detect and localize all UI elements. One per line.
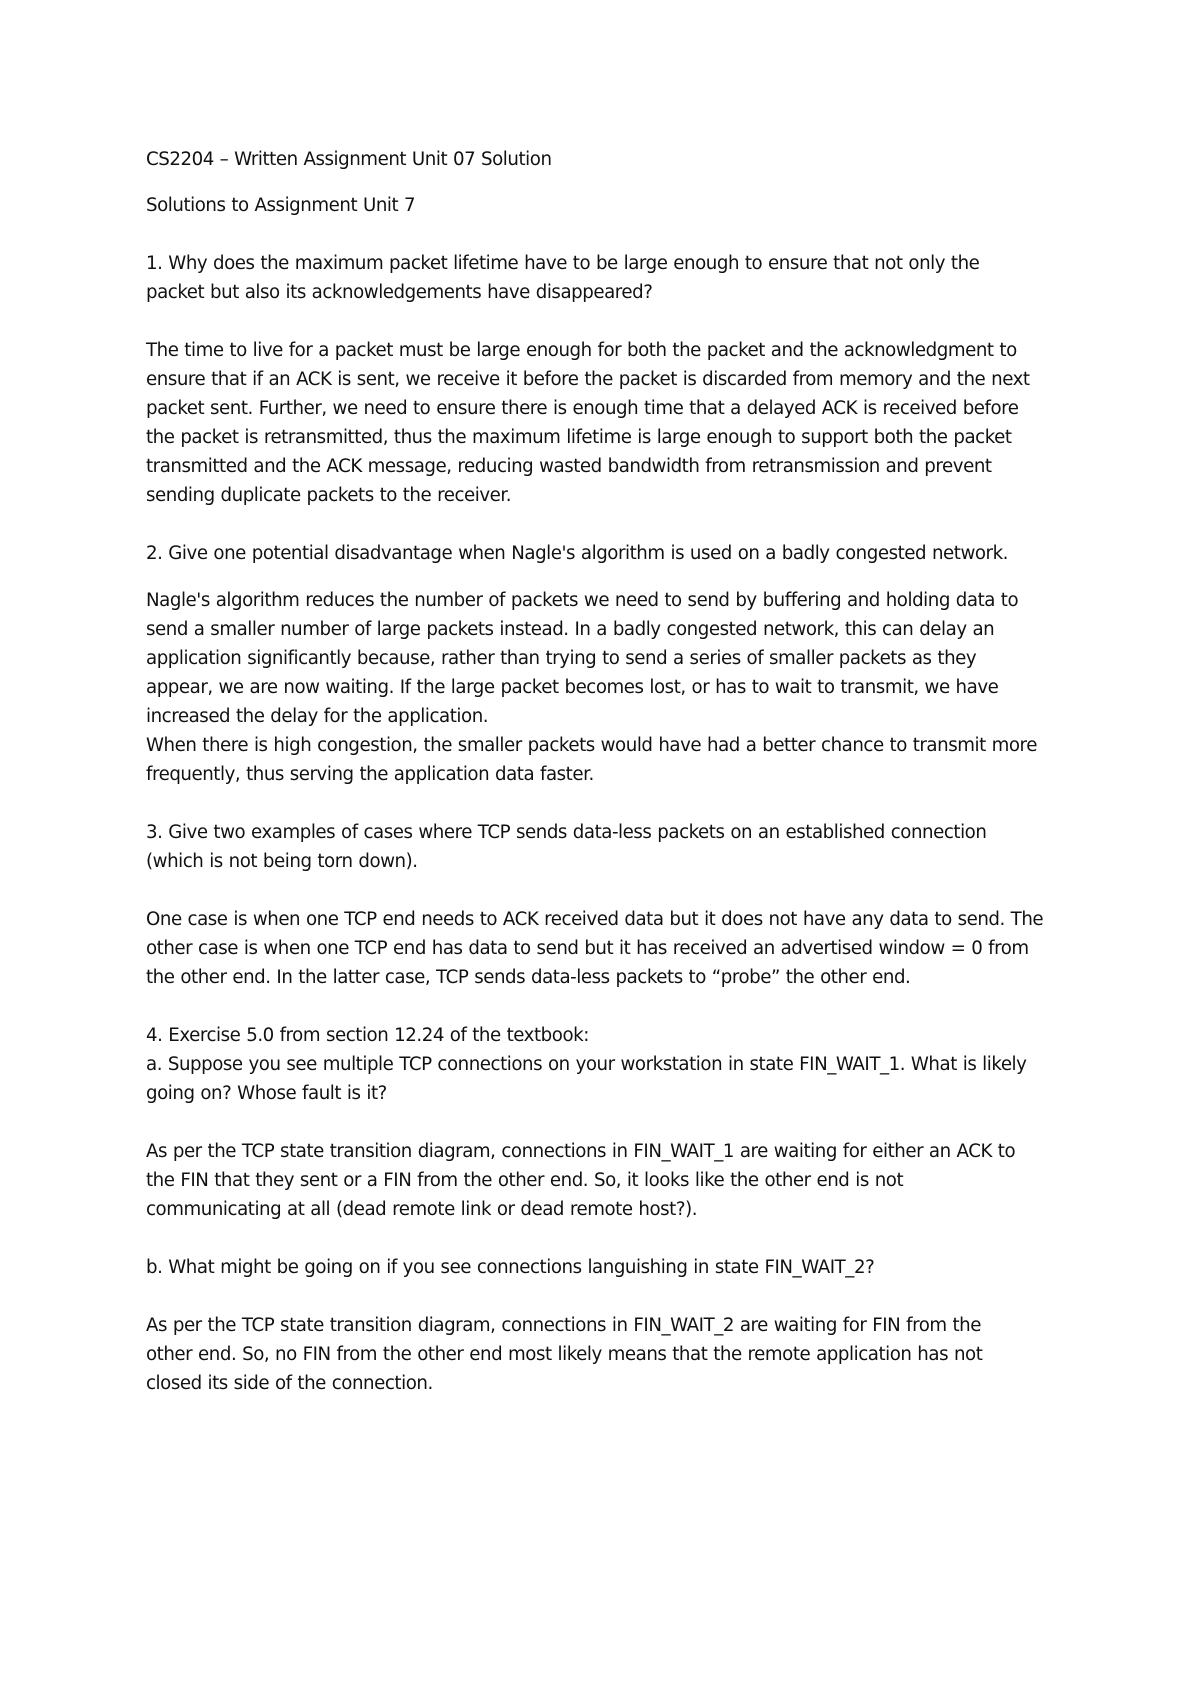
q2-answer-line-3: application significantly because, rather than trying to send a series of smaller packets as they bbox=[146, 648, 977, 669]
q2-answer-line-1: Nagle's algorithm reduces the number of packets we need to send by buffering and holding data to bbox=[146, 590, 1019, 611]
document-title: CS2204 – Written Assignment Unit 07 Solution bbox=[146, 149, 552, 170]
q4-heading: 4. Exercise 5.0 from section 12.24 of the textbook: bbox=[146, 1025, 589, 1046]
q1-question-line-2: packet but also its acknowledgements have disappeared? bbox=[146, 282, 653, 303]
q1-answer-line-6: sending duplicate packets to the receiver. bbox=[146, 485, 512, 506]
q2-answer-line-4: appear, we are now waiting. If the large packet becomes lost, or has to wait to transmit, we have bbox=[146, 677, 999, 698]
document-subtitle: Solutions to Assignment Unit 7 bbox=[146, 195, 416, 216]
q4b-answer-line-3: closed its side of the connection. bbox=[146, 1373, 433, 1394]
q3-answer-line-1: One case is when one TCP end needs to ACK received data but it does not have any data to send. The bbox=[146, 909, 1044, 930]
q4b-answer-line-1: As per the TCP state transition diagram, connections in FIN_WAIT_2 are waiting for FIN from the bbox=[146, 1315, 981, 1336]
q1-question-line-1: 1. Why does the maximum packet lifetime have to be large enough to ensure that not only the bbox=[146, 253, 980, 274]
q2-answer-line-2: send a smaller number of large packets instead. In a badly congested network, this can delay an bbox=[146, 619, 995, 640]
q3-answer-line-2: other case is when one TCP end has data to send but it has received an advertised window = 0 from bbox=[146, 938, 1029, 959]
q1-answer-line-3: packet sent. Further, we need to ensure there is enough time that a delayed ACK is received before bbox=[146, 398, 1019, 419]
q3-question-line-2: (which is not being torn down). bbox=[146, 851, 418, 872]
q4a-question-line-2: going on? Whose fault is it? bbox=[146, 1083, 387, 1104]
q1-answer-line-1: The time to live for a packet must be large enough for both the packet and the acknowledgment to bbox=[146, 340, 1017, 361]
q2-answer-line-5: increased the delay for the application. bbox=[146, 706, 489, 727]
q4a-question-line-1: a. Suppose you see multiple TCP connections on your workstation in state FIN_WAIT_1. What is likely bbox=[146, 1054, 1027, 1075]
q3-answer-line-3: the other end. In the latter case, TCP sends data-less packets to “probe” the other end. bbox=[146, 967, 911, 988]
q4b-question-line-1: b. What might be going on if you see connections languishing in state FIN_WAIT_2? bbox=[146, 1257, 875, 1278]
q3-question-line-1: 3. Give two examples of cases where TCP sends data-less packets on an established connection bbox=[146, 822, 987, 843]
q4b-answer-line-2: other end. So, no FIN from the other end most likely means that the remote application has not bbox=[146, 1344, 983, 1365]
q4a-answer-line-1: As per the TCP state transition diagram, connections in FIN_WAIT_1 are waiting for either an ACK to bbox=[146, 1141, 1016, 1162]
q2-question-line-1: 2. Give one potential disadvantage when Nagle's algorithm is used on a badly congested network. bbox=[146, 543, 1008, 564]
q2-answer-line-7: frequently, thus serving the application data faster. bbox=[146, 764, 594, 785]
q1-answer-line-5: transmitted and the ACK message, reducing wasted bandwidth from retransmission and prevent bbox=[146, 456, 992, 477]
q1-answer-line-4: the packet is retransmitted, thus the maximum lifetime is large enough to support both the packet bbox=[146, 427, 1012, 448]
q2-answer-line-6: When there is high congestion, the smaller packets would have had a better chance to transmit more bbox=[146, 735, 1037, 756]
q1-answer-line-2: ensure that if an ACK is sent, we receive it before the packet is discarded from memory and the next bbox=[146, 369, 1030, 390]
q4a-answer-line-3: communicating at all (dead remote link or dead remote host?). bbox=[146, 1199, 698, 1220]
q4a-answer-line-2: the FIN that they sent or a FIN from the other end. So, it looks like the other end is not bbox=[146, 1170, 904, 1191]
